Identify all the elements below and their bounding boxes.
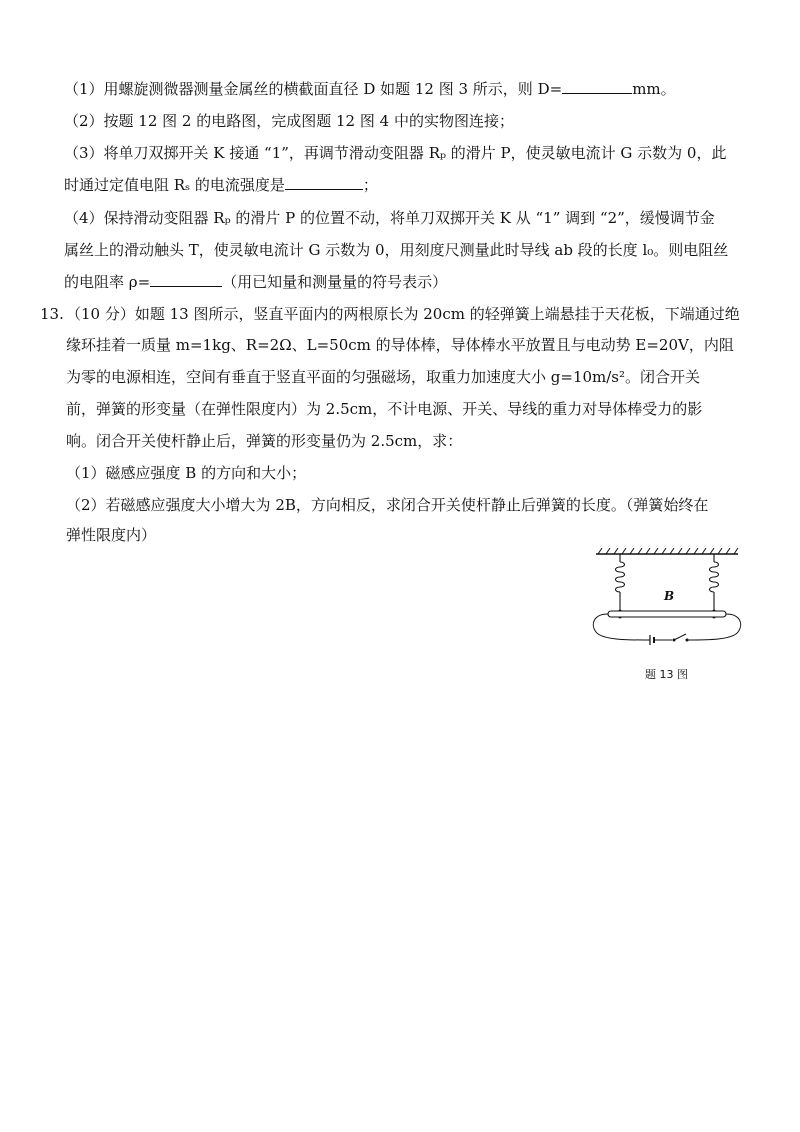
- q12-part4-line3: [64, 271, 447, 292]
- q13-sub2-line2: 弹性限度内）: [66, 526, 157, 544]
- ceiling-hatch: [598, 548, 738, 554]
- answer-blank-d[interactable]: [562, 78, 632, 94]
- figure-13-caption: 题 13 图: [645, 668, 688, 681]
- q12-part1-unit: mm。: [632, 80, 676, 98]
- q13-line5: 响。闭合开关使杆静止后，弹簧的形变量仍为 2.5cm，求：: [66, 432, 463, 450]
- conductor-rod: [608, 611, 726, 617]
- q13-line2: 缘环挂着一质量 m=1kg、R=2Ω、L=50cm 的导体棒，导体棒水平放置且与电动势 E=20V，内阻: [66, 336, 734, 354]
- q12-part4-text: 的电阻率 ρ=: [64, 273, 151, 291]
- right-spring: [710, 554, 719, 618]
- q12-part3-text: 时通过定值电阻 Rₛ 的电流强度是: [64, 176, 285, 194]
- q13-line1: （10 分）如题 13 图所示，竖直平面内的两根原长为 20cm 的轻弹簧上端悬挂于天花板，下端通过绝: [66, 305, 740, 323]
- q12-part2: （2）按题 12 图 2 的电路图，完成图题 12 图 4 中的实物图连接；: [64, 112, 514, 130]
- q12-part3-end: ；: [362, 176, 378, 194]
- switch-contact-right: [686, 639, 689, 642]
- switch-blade: [674, 634, 686, 640]
- q12-part1: [64, 78, 676, 99]
- left-spring: [616, 554, 625, 618]
- answer-blank-resistivity[interactable]: [150, 271, 222, 287]
- q12-part3-line1: （3）将单刀双掷开关 K 接通 “1”，再调节滑动变阻器 Rₚ 的滑片 P，使灵敏电流计 G 示数为 0，此: [64, 144, 727, 162]
- q13-sub2-line1: （2）若磁感应强度大小增大为 2B，方向相反，求闭合开关使杆静止后弹簧的长度。（弹簧始终在: [66, 496, 709, 514]
- q13-line3: 为零的电源相连，空间有垂直于竖直平面的匀强磁场，取重力加速度大小 g=10m/s²。闭合开关: [66, 368, 701, 386]
- q13-line4: 前，弹簧的形变量（在弹性限度内）为 2.5cm，不计电源、开关、导线的重力对导体棒受力的影: [66, 400, 703, 418]
- q12-part1-text: （1）用螺旋测微器测量金属丝的横截面直径 D 如题 12 图 3 所示，则 D=: [64, 80, 563, 98]
- q12-part4-end: （用已知量和测量量的符号表示）: [222, 273, 448, 291]
- q12-part3-line2: [64, 174, 378, 195]
- q12-part4-line1: （4）保持滑动变阻器 Rₚ 的滑片 P 的位置不动，将单刀双掷开关 K 从 “1” 调到 “2”，缓慢调节金: [64, 209, 715, 227]
- q13-sub1: （1）磁感应强度 B 的方向和大小；: [66, 464, 307, 482]
- figure-13-diagram: [588, 546, 748, 686]
- answer-blank-current[interactable]: [285, 174, 363, 190]
- q13-number: 13.: [40, 305, 64, 323]
- q12-part4-line2: 属丝上的滑动触头 T，使灵敏电流计 G 示数为 0，用刻度尺测量此时导线 ab 段的长度 l₀。则电阻丝: [64, 241, 729, 259]
- field-label: B: [664, 589, 675, 603]
